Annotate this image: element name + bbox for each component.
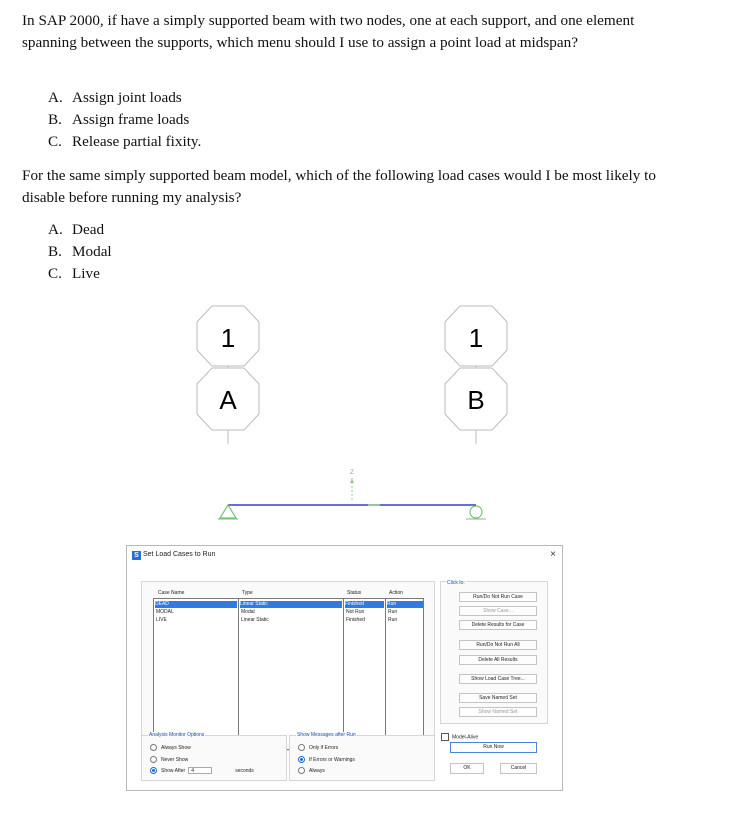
grid-bubble-left [197, 306, 259, 444]
click-to-group [440, 581, 548, 724]
z-axis-indicator [350, 470, 354, 500]
grid-label-right-bottom: B [467, 385, 485, 415]
sap2000-app-icon: S [132, 551, 141, 560]
case-list[interactable] [153, 598, 424, 750]
q1-option-b: B. Assign frame loads [48, 111, 190, 128]
show-after-radio[interactable]: Show After 4 seconds [150, 767, 254, 775]
analysis-monitor-options-group [141, 732, 287, 781]
show-after-seconds-input[interactable]: 4 [188, 767, 212, 774]
q2-option-b: B. Modal [48, 243, 112, 260]
show-named-set-button[interactable]: Show Named Set [459, 707, 537, 717]
grid-label-left-top: 1 [220, 323, 236, 353]
z-axis-label: Z [350, 470, 354, 476]
set-load-cases-dialog [126, 545, 563, 791]
q1-option-c: C. Release partial fixity. [48, 133, 202, 150]
col-header-status: Status [347, 590, 362, 596]
case-row-live[interactable]: LIVE Linear Static Finished Run [156, 617, 398, 623]
close-icon[interactable]: × [550, 549, 556, 560]
case-list-group [141, 581, 435, 751]
q1-option-a: A. Assign joint loads [48, 89, 182, 106]
always-show-radio[interactable]: Always Show [150, 744, 191, 752]
run-do-not-run-case-button[interactable]: Run/Do Not Run Case [459, 592, 537, 602]
grid-label-right-top: 1 [468, 323, 484, 353]
col-header-type: Type [242, 590, 253, 596]
cancel-button[interactable]: Cancel [500, 763, 537, 774]
only-if-errors-radio[interactable]: Only if Errors [298, 744, 338, 752]
dialog-title: Set Load Cases to Run [143, 551, 216, 558]
never-show-radio[interactable]: Never Show [150, 756, 188, 764]
question-2-text: For the same simply supported beam model, which of the following load cases would I be most likely to disable before running my analysis? [22, 167, 656, 206]
col-header-action: Action [389, 590, 403, 596]
show-load-case-tree-button[interactable]: Show Load Case Tree... [459, 674, 537, 684]
delete-results-for-case-button[interactable]: Delete Results for Case [459, 620, 537, 630]
show-case-button[interactable]: Show Case... [459, 606, 537, 616]
run-now-button[interactable]: Run Now [450, 742, 537, 753]
messages-options-title: Show Messages after Run [297, 732, 356, 738]
delete-all-results-button[interactable]: Delete All Results [459, 655, 537, 665]
model-alive-checkbox[interactable]: Model-Alive [441, 733, 478, 741]
save-named-set-button[interactable]: Save Named Set [459, 693, 537, 703]
q2-option-c: C. Live [48, 265, 100, 282]
grid-bubble-right [445, 306, 507, 444]
question-1-text: In SAP 2000, if have a simply supported beam with two nodes, one at each support, and one element spanning between the supports, which menu should I use to assign a point load at midspan? [22, 12, 635, 51]
grid-label-left-bottom: A [219, 385, 237, 415]
q2-option-a: A. Dead [48, 221, 105, 238]
run-do-not-run-all-button[interactable]: Run/Do Not Run All [459, 640, 537, 650]
always-radio[interactable]: Always [298, 767, 325, 775]
pin-support-left [218, 505, 238, 519]
show-messages-group [289, 732, 435, 781]
monitor-options-title: Analysis Monitor Options [149, 732, 205, 738]
col-header-case-name: Case Name [158, 590, 185, 596]
if-errors-or-warnings-radio[interactable]: If Errors or Warnings [298, 756, 355, 764]
click-to-label: Click to: [447, 580, 465, 586]
case-row-dead[interactable]: DEAD Linear Static Finished Run [154, 601, 423, 608]
dialog-titlebar [127, 546, 562, 566]
ok-button[interactable]: OK [450, 763, 484, 774]
roller-support-right [466, 506, 486, 519]
case-row-modal[interactable]: MODAL Modal Not Run Run [156, 609, 398, 615]
